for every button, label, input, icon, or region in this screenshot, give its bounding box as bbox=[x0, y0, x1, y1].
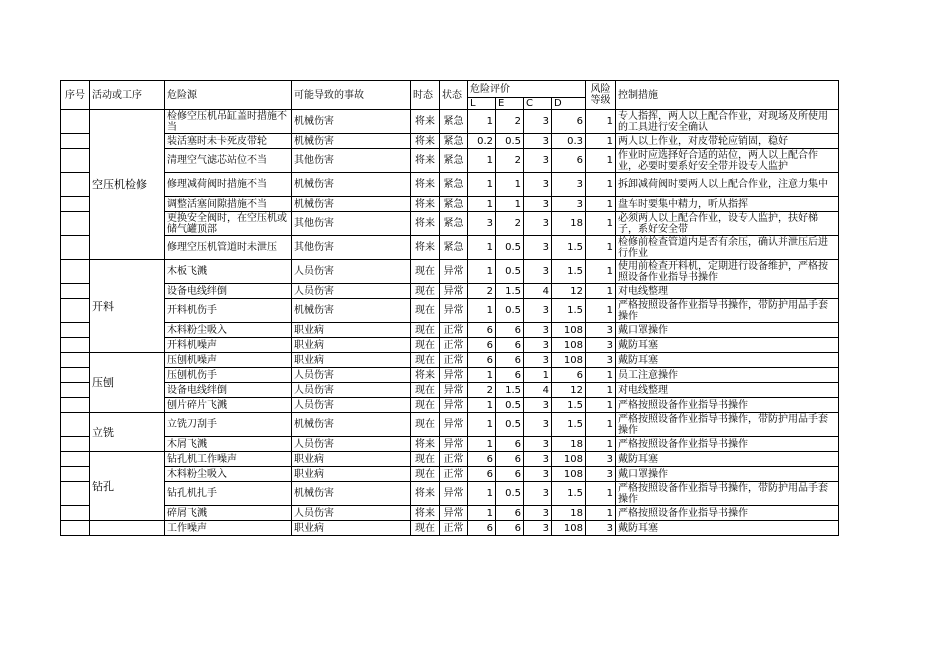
seq-cell bbox=[61, 173, 90, 197]
measure-cell: 戴防耳塞 bbox=[616, 521, 839, 536]
risk-level-cell: 1 bbox=[586, 368, 616, 383]
seq-cell bbox=[61, 482, 90, 506]
measure-cell: 严格按照设备作业指导书操作 bbox=[616, 437, 839, 452]
C-cell: 3 bbox=[524, 353, 552, 368]
C-cell: 4 bbox=[524, 284, 552, 299]
state-cell: 紧急 bbox=[440, 197, 468, 212]
accident-cell: 机械伤害 bbox=[292, 134, 411, 149]
C-cell: 3 bbox=[524, 173, 552, 197]
L-cell: 1 bbox=[468, 299, 496, 323]
risk-level-cell: 3 bbox=[586, 521, 616, 536]
table-row bbox=[61, 260, 839, 284]
header-D: D bbox=[552, 98, 586, 110]
C-cell: 3 bbox=[524, 323, 552, 338]
D-cell: 18 bbox=[552, 212, 586, 236]
header-tense: 时态 bbox=[411, 81, 440, 110]
seq-cell bbox=[61, 353, 90, 368]
measure-cell: 检修前检查管道内是否有余压，确认并泄压后进行作业 bbox=[616, 236, 839, 260]
state-cell: 正常 bbox=[440, 323, 468, 338]
tense-cell: 将来 bbox=[411, 236, 440, 260]
measure-cell: 对电线整理 bbox=[616, 383, 839, 398]
seq-cell bbox=[61, 149, 90, 173]
state-cell: 正常 bbox=[440, 521, 468, 536]
C-cell: 3 bbox=[524, 452, 552, 467]
activity-cell: 压刨 bbox=[90, 353, 165, 413]
seq-cell bbox=[61, 134, 90, 149]
table-row bbox=[61, 299, 839, 323]
table-row bbox=[61, 284, 839, 299]
table-row bbox=[61, 323, 839, 338]
header-C: C bbox=[524, 98, 552, 110]
header-state: 状态 bbox=[440, 81, 468, 110]
E-cell: 0.5 bbox=[496, 398, 524, 413]
C-cell: 3 bbox=[524, 149, 552, 173]
table-row bbox=[61, 212, 839, 236]
D-cell: 108 bbox=[552, 323, 586, 338]
D-cell: 1.5 bbox=[552, 413, 586, 437]
header-seq: 序号 bbox=[61, 81, 90, 110]
state-cell: 紧急 bbox=[440, 212, 468, 236]
E-cell: 0.5 bbox=[496, 482, 524, 506]
L-cell: 3 bbox=[468, 212, 496, 236]
D-cell: 12 bbox=[552, 284, 586, 299]
C-cell: 3 bbox=[524, 134, 552, 149]
accident-cell: 人员伤害 bbox=[292, 506, 411, 521]
tense-cell: 将来 bbox=[411, 368, 440, 383]
D-cell: 0.3 bbox=[552, 134, 586, 149]
D-cell: 108 bbox=[552, 452, 586, 467]
C-cell: 3 bbox=[524, 413, 552, 437]
table-row bbox=[61, 173, 839, 197]
state-cell: 异常 bbox=[440, 398, 468, 413]
L-cell: 6 bbox=[468, 338, 496, 353]
D-cell: 108 bbox=[552, 467, 586, 482]
risk-level-cell: 1 bbox=[586, 299, 616, 323]
seq-cell bbox=[61, 299, 90, 323]
table-row bbox=[61, 149, 839, 173]
tense-cell: 将来 bbox=[411, 506, 440, 521]
D-cell: 1.5 bbox=[552, 482, 586, 506]
tense-cell: 现在 bbox=[411, 398, 440, 413]
tense-cell: 将来 bbox=[411, 482, 440, 506]
C-cell: 1 bbox=[524, 368, 552, 383]
hazard-cell: 钻孔机扎手 bbox=[165, 482, 292, 506]
measure-cell: 戴口罩操作 bbox=[616, 323, 839, 338]
risk-level-cell: 1 bbox=[586, 212, 616, 236]
accident-cell: 其他伤害 bbox=[292, 212, 411, 236]
state-cell: 紧急 bbox=[440, 149, 468, 173]
risk-assessment-table bbox=[60, 80, 839, 536]
accident-cell: 人员伤害 bbox=[292, 368, 411, 383]
seq-cell bbox=[61, 437, 90, 452]
tense-cell: 将来 bbox=[411, 212, 440, 236]
measure-cell: 戴防耳塞 bbox=[616, 353, 839, 368]
measure-cell: 严格按照设备作业指导书操作 bbox=[616, 506, 839, 521]
state-cell: 异常 bbox=[440, 383, 468, 398]
tense-cell: 现在 bbox=[411, 338, 440, 353]
hazard-cell: 钻孔机工作噪声 bbox=[165, 452, 292, 467]
hazard-cell: 更换安全阀时，在空压机或储气罐顶部 bbox=[165, 212, 292, 236]
tense-cell: 现在 bbox=[411, 413, 440, 437]
state-cell: 正常 bbox=[440, 338, 468, 353]
L-cell: 0.2 bbox=[468, 134, 496, 149]
hazard-cell: 设备电线绊倒 bbox=[165, 383, 292, 398]
state-cell: 异常 bbox=[440, 437, 468, 452]
risk-level-cell: 1 bbox=[586, 110, 616, 134]
header-measures: 控制措施 bbox=[616, 81, 839, 110]
L-cell: 6 bbox=[468, 353, 496, 368]
hazard-cell: 木板飞溅 bbox=[165, 260, 292, 284]
table-row bbox=[61, 134, 839, 149]
D-cell: 12 bbox=[552, 383, 586, 398]
L-cell: 1 bbox=[468, 506, 496, 521]
C-cell: 3 bbox=[524, 260, 552, 284]
table-row bbox=[61, 197, 839, 212]
tense-cell: 现在 bbox=[411, 284, 440, 299]
hazard-cell: 立铣刀刮手 bbox=[165, 413, 292, 437]
seq-cell bbox=[61, 521, 90, 536]
risk-level-cell: 1 bbox=[586, 482, 616, 506]
state-cell: 异常 bbox=[440, 284, 468, 299]
C-cell: 3 bbox=[524, 521, 552, 536]
tense-cell: 现在 bbox=[411, 260, 440, 284]
tense-cell: 现在 bbox=[411, 299, 440, 323]
D-cell: 1.5 bbox=[552, 260, 586, 284]
E-cell: 6 bbox=[496, 323, 524, 338]
D-cell: 3 bbox=[552, 197, 586, 212]
risk-level-cell: 1 bbox=[586, 284, 616, 299]
hazard-cell: 木料粉尘吸入 bbox=[165, 323, 292, 338]
risk-level-cell: 1 bbox=[586, 413, 616, 437]
hazard-cell: 压刨机噪声 bbox=[165, 353, 292, 368]
hazard-cell: 工作噪声 bbox=[165, 521, 292, 536]
E-cell: 2 bbox=[496, 212, 524, 236]
D-cell: 1.5 bbox=[552, 299, 586, 323]
seq-cell bbox=[61, 506, 90, 521]
E-cell: 6 bbox=[496, 467, 524, 482]
accident-cell: 职业病 bbox=[292, 323, 411, 338]
measure-cell: 严格按照设备作业指导书操作，带防护用品手套操作 bbox=[616, 482, 839, 506]
risk-level-cell: 1 bbox=[586, 149, 616, 173]
hazard-cell: 修理空压机管道时未泄压 bbox=[165, 236, 292, 260]
measure-cell: 盘车时要集中精力，听从指挥 bbox=[616, 197, 839, 212]
E-cell: 6 bbox=[496, 452, 524, 467]
state-cell: 异常 bbox=[440, 482, 468, 506]
table-row bbox=[61, 467, 839, 482]
E-cell: 6 bbox=[496, 368, 524, 383]
E-cell: 0.5 bbox=[496, 413, 524, 437]
accident-cell: 机械伤害 bbox=[292, 413, 411, 437]
risk-level-cell: 3 bbox=[586, 323, 616, 338]
E-cell: 0.5 bbox=[496, 299, 524, 323]
accident-cell: 人员伤害 bbox=[292, 260, 411, 284]
D-cell: 18 bbox=[552, 506, 586, 521]
risk-level-cell: 3 bbox=[586, 353, 616, 368]
activity-cell bbox=[90, 521, 165, 536]
E-cell: 1 bbox=[496, 197, 524, 212]
tense-cell: 将来 bbox=[411, 110, 440, 134]
C-cell: 3 bbox=[524, 398, 552, 413]
state-cell: 紧急 bbox=[440, 173, 468, 197]
header-E: E bbox=[496, 98, 524, 110]
risk-level-cell: 1 bbox=[586, 383, 616, 398]
header-risk-eval: 危险评价 bbox=[468, 81, 586, 98]
hazard-cell: 开料机噪声 bbox=[165, 338, 292, 353]
table-row bbox=[61, 482, 839, 506]
D-cell: 1.5 bbox=[552, 398, 586, 413]
accident-cell: 职业病 bbox=[292, 467, 411, 482]
accident-cell: 机械伤害 bbox=[292, 197, 411, 212]
hazard-cell: 碎屑飞溅 bbox=[165, 506, 292, 521]
state-cell: 异常 bbox=[440, 506, 468, 521]
D-cell: 3 bbox=[552, 173, 586, 197]
state-cell: 正常 bbox=[440, 353, 468, 368]
table-row bbox=[61, 110, 839, 134]
hazard-cell: 木屑飞溅 bbox=[165, 437, 292, 452]
C-cell: 3 bbox=[524, 299, 552, 323]
C-cell: 3 bbox=[524, 197, 552, 212]
risk-level-cell: 1 bbox=[586, 236, 616, 260]
measure-cell: 使用前检查开料机，定期进行设备维护，严格按照设备作业指导书操作 bbox=[616, 260, 839, 284]
L-cell: 2 bbox=[468, 284, 496, 299]
L-cell: 1 bbox=[468, 236, 496, 260]
tense-cell: 将来 bbox=[411, 197, 440, 212]
measure-cell: 严格按照设备作业指导书操作，带防护用品手套操作 bbox=[616, 299, 839, 323]
measure-cell: 拆卸减荷阀时要两人以上配合作业，注意力集中 bbox=[616, 173, 839, 197]
hazard-cell: 清理空气滤芯站位不当 bbox=[165, 149, 292, 173]
E-cell: 6 bbox=[496, 437, 524, 452]
risk-level-cell: 3 bbox=[586, 452, 616, 467]
accident-cell: 人员伤害 bbox=[292, 398, 411, 413]
L-cell: 1 bbox=[468, 173, 496, 197]
hazard-cell: 开料机伤手 bbox=[165, 299, 292, 323]
accident-cell: 机械伤害 bbox=[292, 482, 411, 506]
E-cell: 6 bbox=[496, 353, 524, 368]
E-cell: 6 bbox=[496, 506, 524, 521]
hazard-cell: 木料粉尘吸入 bbox=[165, 467, 292, 482]
hazard-cell: 装活塞时未卡死皮带轮 bbox=[165, 134, 292, 149]
measure-cell: 戴防耳塞 bbox=[616, 452, 839, 467]
table-row bbox=[61, 236, 839, 260]
table-row bbox=[61, 353, 839, 368]
C-cell: 3 bbox=[524, 506, 552, 521]
tense-cell: 现在 bbox=[411, 521, 440, 536]
tense-cell: 将来 bbox=[411, 149, 440, 173]
seq-cell bbox=[61, 323, 90, 338]
L-cell: 1 bbox=[468, 149, 496, 173]
L-cell: 6 bbox=[468, 323, 496, 338]
accident-cell: 机械伤害 bbox=[292, 299, 411, 323]
C-cell: 3 bbox=[524, 467, 552, 482]
C-cell: 3 bbox=[524, 212, 552, 236]
measure-cell: 严格按照设备作业指导书操作 bbox=[616, 398, 839, 413]
E-cell: 1.5 bbox=[496, 383, 524, 398]
accident-cell: 人员伤害 bbox=[292, 383, 411, 398]
table-row bbox=[61, 338, 839, 353]
L-cell: 1 bbox=[468, 398, 496, 413]
state-cell: 异常 bbox=[440, 260, 468, 284]
header-hazard: 危险源 bbox=[165, 81, 292, 110]
risk-level-cell: 3 bbox=[586, 338, 616, 353]
header-L: L bbox=[468, 98, 496, 110]
risk-level-cell: 3 bbox=[586, 467, 616, 482]
risk-level-cell: 1 bbox=[586, 173, 616, 197]
C-cell: 4 bbox=[524, 383, 552, 398]
state-cell: 紧急 bbox=[440, 236, 468, 260]
seq-cell bbox=[61, 236, 90, 260]
state-cell: 紧急 bbox=[440, 134, 468, 149]
E-cell: 1.5 bbox=[496, 284, 524, 299]
accident-cell: 机械伤害 bbox=[292, 173, 411, 197]
risk-level-cell: 1 bbox=[586, 398, 616, 413]
E-cell: 1 bbox=[496, 173, 524, 197]
state-cell: 正常 bbox=[440, 452, 468, 467]
D-cell: 6 bbox=[552, 110, 586, 134]
E-cell: 2 bbox=[496, 110, 524, 134]
D-cell: 108 bbox=[552, 353, 586, 368]
L-cell: 6 bbox=[468, 467, 496, 482]
seq-cell bbox=[61, 260, 90, 284]
header-risk-level: 风险等级 bbox=[586, 81, 616, 110]
L-cell: 1 bbox=[468, 482, 496, 506]
tense-cell: 将来 bbox=[411, 437, 440, 452]
measure-cell: 两人以上作业，对皮带轮应销固，稳好 bbox=[616, 134, 839, 149]
state-cell: 紧急 bbox=[440, 110, 468, 134]
accident-cell: 职业病 bbox=[292, 353, 411, 368]
accident-cell: 职业病 bbox=[292, 521, 411, 536]
seq-cell bbox=[61, 212, 90, 236]
hazard-cell: 压刨机伤手 bbox=[165, 368, 292, 383]
C-cell: 3 bbox=[524, 482, 552, 506]
risk-level-cell: 1 bbox=[586, 134, 616, 149]
table-row bbox=[61, 383, 839, 398]
tense-cell: 将来 bbox=[411, 173, 440, 197]
state-cell: 异常 bbox=[440, 413, 468, 437]
state-cell: 异常 bbox=[440, 368, 468, 383]
D-cell: 108 bbox=[552, 338, 586, 353]
C-cell: 3 bbox=[524, 338, 552, 353]
L-cell: 1 bbox=[468, 413, 496, 437]
C-cell: 3 bbox=[524, 110, 552, 134]
C-cell: 3 bbox=[524, 236, 552, 260]
tense-cell: 现在 bbox=[411, 323, 440, 338]
tense-cell: 现在 bbox=[411, 383, 440, 398]
risk-level-cell: 1 bbox=[586, 197, 616, 212]
L-cell: 6 bbox=[468, 521, 496, 536]
seq-cell bbox=[61, 413, 90, 437]
state-cell: 异常 bbox=[440, 299, 468, 323]
seq-cell bbox=[61, 338, 90, 353]
seq-cell bbox=[61, 467, 90, 482]
D-cell: 1.5 bbox=[552, 236, 586, 260]
D-cell: 18 bbox=[552, 437, 586, 452]
D-cell: 108 bbox=[552, 521, 586, 536]
seq-cell bbox=[61, 452, 90, 467]
table-row bbox=[61, 521, 839, 536]
measure-cell: 专人指挥，两人以上配合作业，对现场及所使用的工具进行安全确认 bbox=[616, 110, 839, 134]
tense-cell: 现在 bbox=[411, 452, 440, 467]
L-cell: 1 bbox=[468, 368, 496, 383]
hazard-cell: 设备电线绊倒 bbox=[165, 284, 292, 299]
tense-cell: 现在 bbox=[411, 353, 440, 368]
table-row bbox=[61, 413, 839, 437]
L-cell: 1 bbox=[468, 260, 496, 284]
accident-cell: 人员伤害 bbox=[292, 437, 411, 452]
L-cell: 6 bbox=[468, 452, 496, 467]
measure-cell: 必须两人以上配合作业，设专人监护，扶好梯子，系好安全带 bbox=[616, 212, 839, 236]
E-cell: 0.5 bbox=[496, 236, 524, 260]
activity-cell: 空压机检修 bbox=[90, 110, 165, 260]
measure-cell: 戴防耳塞 bbox=[616, 338, 839, 353]
D-cell: 6 bbox=[552, 368, 586, 383]
activity-cell: 开料 bbox=[90, 260, 165, 353]
measure-cell: 作业时应选择好合适的站位，两人以上配合作业，必要时要系好安全带并设专人监护 bbox=[616, 149, 839, 173]
accident-cell: 职业病 bbox=[292, 338, 411, 353]
header-accident: 可能导致的事故 bbox=[292, 81, 411, 110]
seq-cell bbox=[61, 368, 90, 383]
measure-cell: 严格按照设备作业指导书操作，带防护用品手套操作 bbox=[616, 413, 839, 437]
measure-cell: 戴口罩操作 bbox=[616, 467, 839, 482]
L-cell: 1 bbox=[468, 110, 496, 134]
table-row bbox=[61, 506, 839, 521]
hazard-cell: 修理减荷阀时措施不当 bbox=[165, 173, 292, 197]
D-cell: 6 bbox=[552, 149, 586, 173]
measure-cell: 员工注意操作 bbox=[616, 368, 839, 383]
hazard-cell: 检修空压机吊缸盖时措施不当 bbox=[165, 110, 292, 134]
seq-cell bbox=[61, 197, 90, 212]
table-row bbox=[61, 398, 839, 413]
accident-cell: 其他伤害 bbox=[292, 149, 411, 173]
risk-level-cell: 1 bbox=[586, 260, 616, 284]
accident-cell: 职业病 bbox=[292, 452, 411, 467]
table-row bbox=[61, 437, 839, 452]
E-cell: 2 bbox=[496, 149, 524, 173]
table-row bbox=[61, 368, 839, 383]
tense-cell: 将来 bbox=[411, 134, 440, 149]
seq-cell bbox=[61, 284, 90, 299]
L-cell: 1 bbox=[468, 197, 496, 212]
accident-cell: 其他伤害 bbox=[292, 236, 411, 260]
E-cell: 6 bbox=[496, 521, 524, 536]
state-cell: 正常 bbox=[440, 467, 468, 482]
C-cell: 3 bbox=[524, 437, 552, 452]
E-cell: 0.5 bbox=[496, 134, 524, 149]
L-cell: 2 bbox=[468, 383, 496, 398]
measure-cell: 对电线整理 bbox=[616, 284, 839, 299]
activity-cell: 钻孔 bbox=[90, 452, 165, 521]
E-cell: 6 bbox=[496, 338, 524, 353]
risk-level-cell: 1 bbox=[586, 506, 616, 521]
accident-cell: 机械伤害 bbox=[292, 110, 411, 134]
header-activity: 活动或工序 bbox=[90, 81, 165, 110]
tense-cell: 现在 bbox=[411, 467, 440, 482]
seq-cell bbox=[61, 383, 90, 398]
activity-cell: 立铣 bbox=[90, 413, 165, 452]
L-cell: 1 bbox=[468, 437, 496, 452]
seq-cell bbox=[61, 110, 90, 134]
hazard-cell: 刨片碎片飞溅 bbox=[165, 398, 292, 413]
table-row bbox=[61, 452, 839, 467]
seq-cell bbox=[61, 398, 90, 413]
hazard-cell: 调整活塞间隙措施不当 bbox=[165, 197, 292, 212]
E-cell: 0.5 bbox=[496, 260, 524, 284]
risk-level-cell: 1 bbox=[586, 437, 616, 452]
accident-cell: 人员伤害 bbox=[292, 284, 411, 299]
